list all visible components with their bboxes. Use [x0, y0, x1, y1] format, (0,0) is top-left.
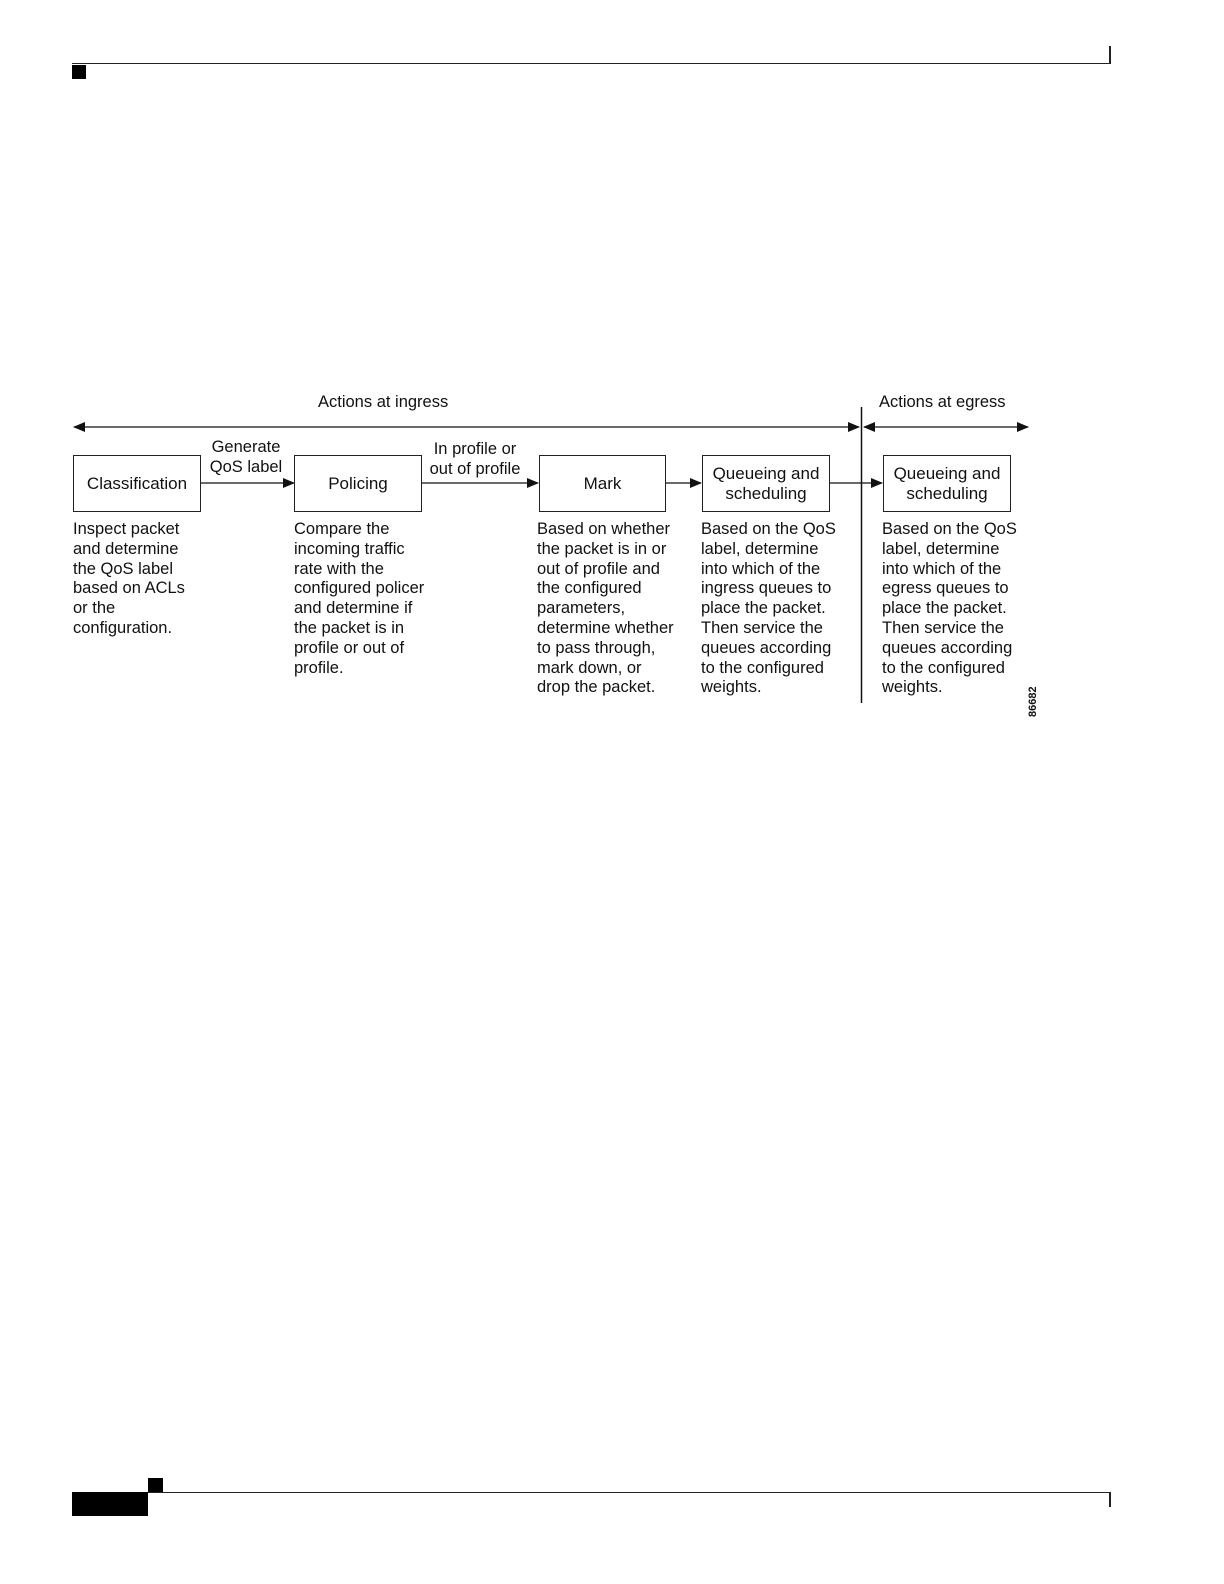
mark-description: Based on whether the packet is in or out of profile and the configured parameters, determine whether to pass through, mark down, or drop the packet. — [537, 520, 674, 697]
egress-queueing-description: Based on the QoS label, determine into which of the egress queues to place the packet. Then service the queues according to the configured weights. — [882, 520, 1017, 697]
stage-mark-box: Mark — [539, 455, 666, 512]
figure-id: 86682 — [1027, 686, 1039, 717]
classification-description: Inspect packet and determine the QoS label based on ACLs or the configuration. — [73, 520, 185, 637]
egress-section-label: Actions at egress — [879, 393, 1006, 411]
ingress-queueing-description: Based on the QoS label, determine into which of the ingress queues to place the packet. Then service the queues according to the configured weights. — [701, 520, 836, 697]
stage-classification-box: Classification — [73, 455, 201, 512]
arrow-label-profile: In profile or out of profile — [429, 440, 521, 478]
arrow-label-generate-qos: Generate QoS label — [209, 438, 283, 476]
stage-egress-queueing-box: Queueing and scheduling — [883, 455, 1011, 512]
policing-description: Compare the incoming traffic rate with the configured policer and determine if the packet is in profile or out of profile. — [294, 520, 425, 677]
ingress-section-label: Actions at ingress — [318, 393, 449, 411]
stage-policing-box: Policing — [294, 455, 422, 512]
stage-ingress-queueing-box: Queueing and scheduling — [702, 455, 830, 512]
